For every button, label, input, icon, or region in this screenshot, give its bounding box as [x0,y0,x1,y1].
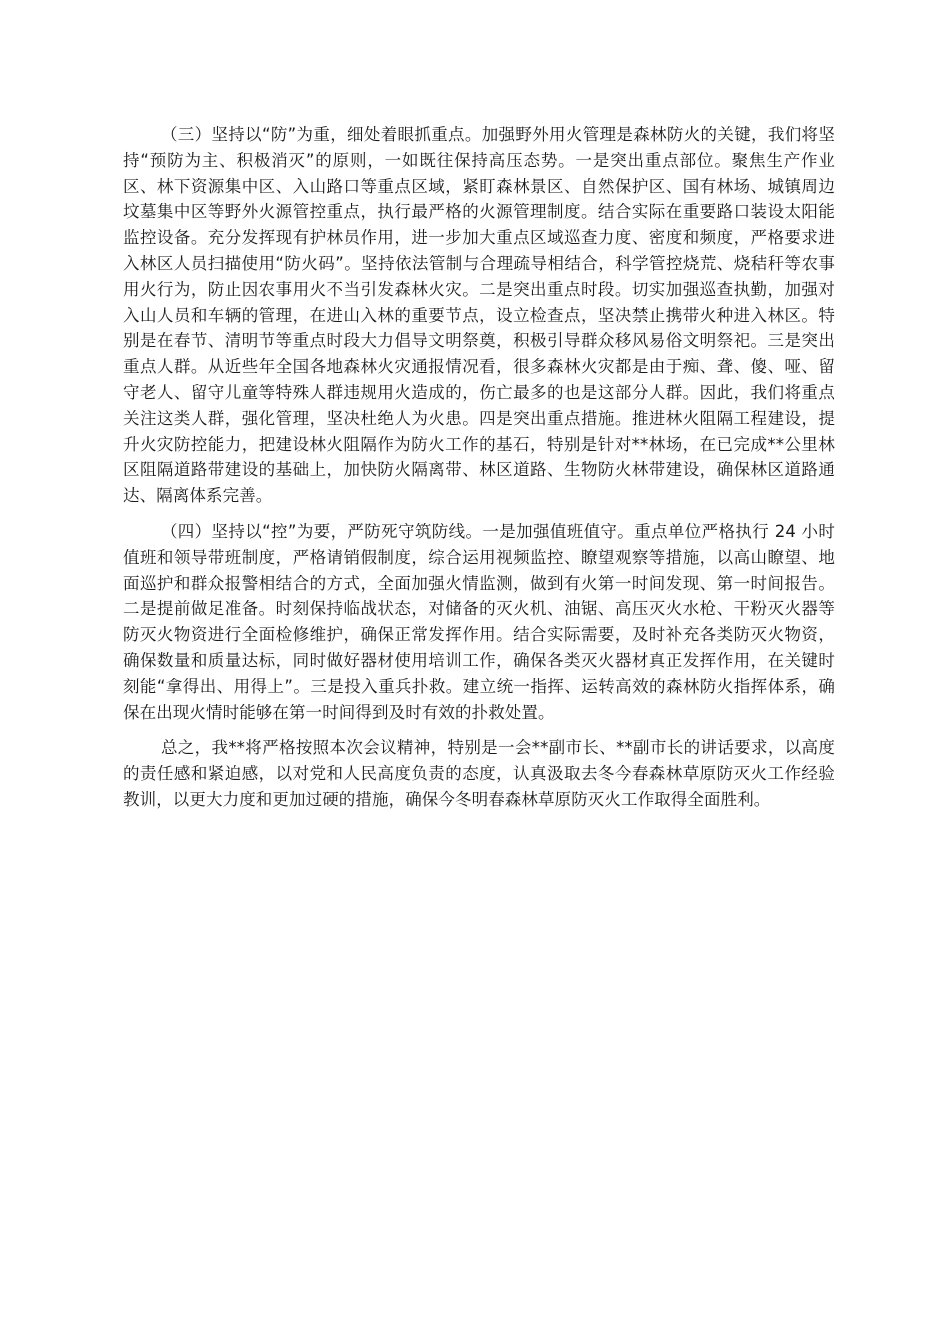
paragraph-conclusion: 总之，我**将严格按照本次会议精神，特别是一会**副市长、**副市长的讲话要求，以高度的责任感和紧迫感，以对党和人民高度负责的态度，认真汲取去冬今春森林草原防灭火工作经验教训，以更大力度和更加过硬的措施，确保今冬明春森林草原防灭火工作取得全面胜利。 [123,738,835,809]
document-body [123,122,835,813]
paragraph-control: （四）坚持以“控”为要，严防死守筑防线。一是加强值班值守。重点单位严格执行 24 小时值班和领导带班制度，严格请销假制度，综合运用视频监控、瞭望观察等措施，以高山瞭望、地面巡护和群众报警相结合的方式，全面加强火情监测，做到有火第一时间发现、第一时间报告。二是提前做足准备。时刻保持临战状态，对储备的灭火机、油锯、高压灭火水枪、干粉灭火器等防灭火物资进行全面检修维护，确保正常发挥作用。结合实际需要，及时补充各类防灭火物资，确保数量和质量达标，同时做好器材使用培训工作，确保各类灭火器材真正发挥作用，在关键时刻能“拿得出、用得上”。三是投入重兵扑救。建立统一指挥、运转高效的森林防火指挥体系，确保在出现火情时能够在第一时间得到及时有效的扑救处置。 [123,521,835,722]
paragraph-prevention: （三）坚持以“防”为重，细处着眼抓重点。加强野外用火管理是森林防火的关键，我们将坚持“预防为主、积极消灭”的原则，一如既往保持高压态势。一是突出重点部位。聚焦生产作业区、林下资源集中区、入山路口等重点区域，紧盯森林景区、自然保护区、国有林场、城镇周边坟墓集中区等野外火源管控重点，执行最严格的火源管理制度。结合实际在重要路口装设太阳能监控设备。充分发挥现有护林员作用，进一步加大重点区域巡查力度、密度和频度，严格要求进入林区人员扫描使用“防火码”。坚持依法管制与合理疏导相结合，科学管控烧荒、烧秸秆等农事用火行为，防止因农事用火不当引发森林火灾。二是突出重点时段。切实加强巡查执勤，加强对入山人员和车辆的管理，在进山入林的重要节点，设立检查点，坚决禁止携带火种进入林区。特别是在春节、清明节等重点时段大力倡导文明祭奠，积极引导群众移风易俗文明祭祀。三是突出重点人群。从近些年全国各地森林火灾通报情况看，很多森林火灾都是由于痴、聋、傻、哑、留守老人、留守儿童等特殊人群违规用火造成的，伤亡最多的也是这部分人群。因此，我们将重点关注这类人群，强化管理，坚决杜绝人为火患。四是突出重点措施。推进林火阻隔工程建设，提升火灾防控能力，把建设林火阻隔作为防火工作的基石，特别是针对**林场，在已完成**公里林区阻隔道路带建设的基础上，加快防火隔离带、林区道路、生物防火林带建设，确保林区道路通达、隔离体系完善。 [123,125,835,506]
